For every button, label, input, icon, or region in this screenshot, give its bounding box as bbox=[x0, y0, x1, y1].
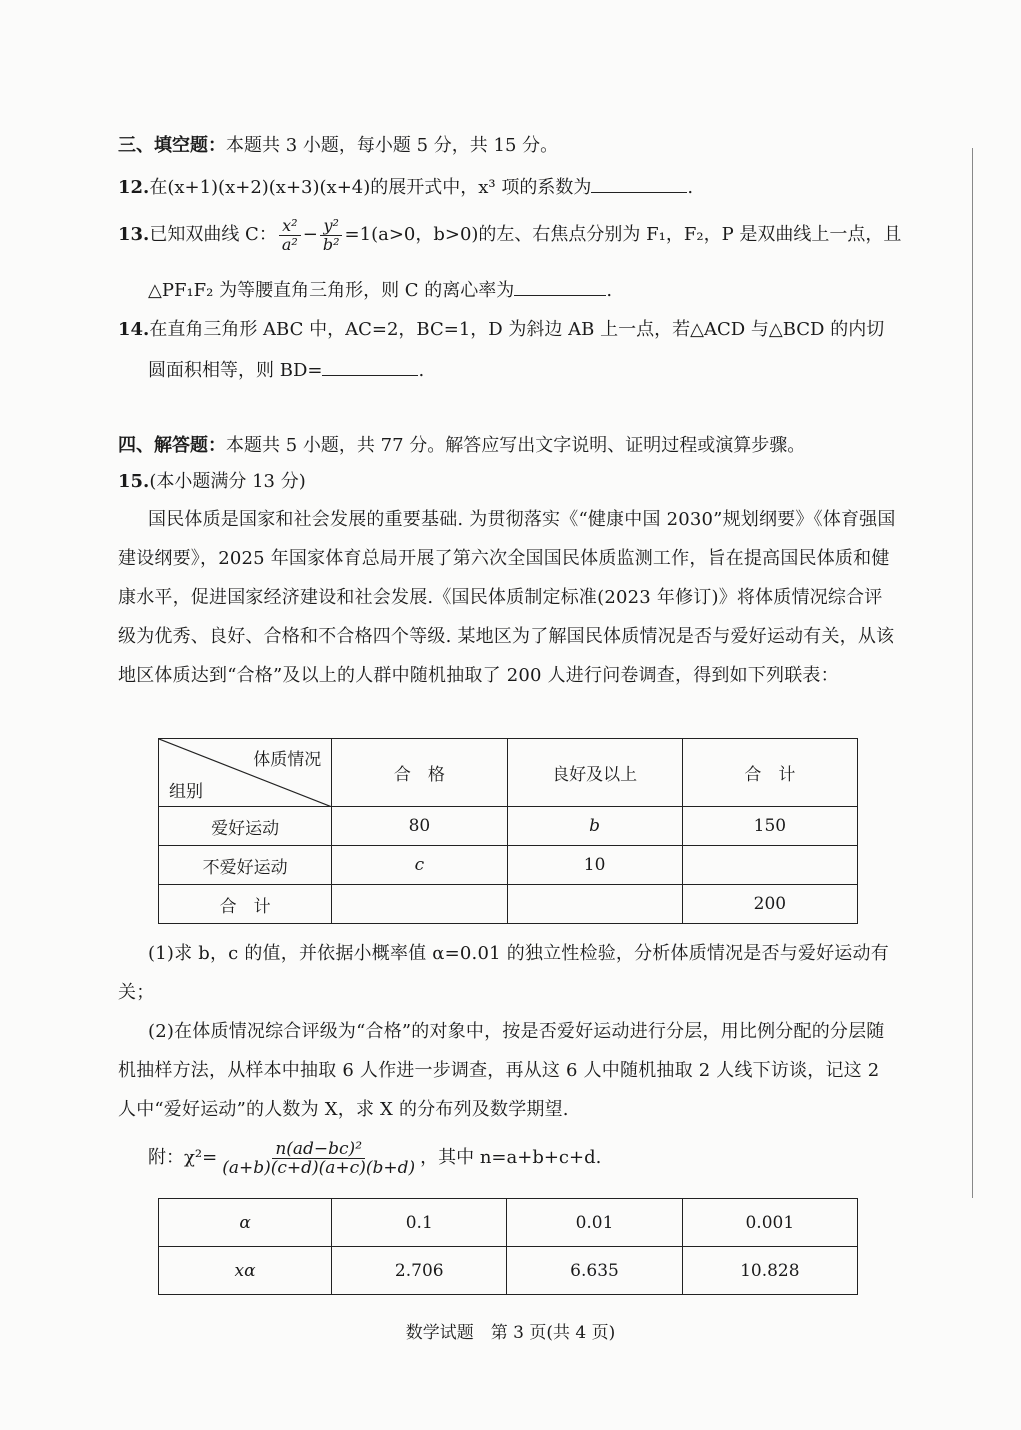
question-13-period: . bbox=[606, 280, 613, 301]
table-cell: 10 bbox=[507, 846, 682, 885]
table-row bbox=[159, 846, 858, 885]
formula-prefix: 附：χ²= bbox=[148, 1147, 218, 1168]
table-row bbox=[159, 885, 858, 924]
table-cell bbox=[682, 846, 857, 885]
question-15-part1: (1)求 b，c 的值，并依据小概率值 α=0.01 的独立性检验，分析体质情况是否与爱好运动有关； bbox=[118, 943, 889, 1003]
table-cell: 2.706 bbox=[332, 1247, 507, 1295]
question-13-line1 bbox=[118, 216, 901, 254]
table-cell: 6.635 bbox=[507, 1247, 682, 1295]
table-cell bbox=[332, 885, 507, 924]
col-header-good: 良好及以上 bbox=[507, 739, 682, 807]
table-cell: b bbox=[507, 807, 682, 846]
formula-fraction bbox=[219, 1140, 418, 1177]
col-header-qualified: 合 格 bbox=[332, 739, 507, 807]
question-14-number: 14. bbox=[118, 319, 150, 340]
question-15-header bbox=[118, 470, 306, 494]
row-label: 不爱好运动 bbox=[159, 846, 332, 885]
question-13-line2-text: △PF₁F₂ 为等腰直角三角形，则 C 的离心率为 bbox=[148, 280, 515, 301]
fraction-y2-b2 bbox=[320, 217, 343, 254]
question-15-paragraph: 国民体质是国家和社会发展的重要基础. 为贯彻落实《“健康中国 2030”规划纲要》《体育强国建设纲要》，2025 年国家体育总局开展了第六次全国国民体质监测工作，旨在提高国民体质和健康水平，促进国家经济建设和社会发展.《国民体质制定标准(2023 年修订)》将体质情况综合评级为优秀、良好、合格和不合格四个等级. 某地区为了解国民体质情况是否与爱好运动有关，从该地区体质达到“合格”及以上的人群中随机抽取了 200 人进行问卷调查，得到如下列联表： bbox=[118, 509, 896, 686]
question-13-number: 13. bbox=[118, 224, 150, 245]
fraction-2-numerator: y² bbox=[320, 217, 341, 236]
table-cell: 80 bbox=[332, 807, 507, 846]
table-cell: 10.828 bbox=[682, 1247, 857, 1295]
question-13-pre: 已知双曲线 C： bbox=[149, 224, 277, 245]
chi-square-formula bbox=[148, 1138, 601, 1178]
question-12-text: 在(x+1)(x+2)(x+3)(x+4)的展开式中，x³ 项的系数为 bbox=[149, 177, 592, 198]
question-13-post: =1(a>0，b>0)的左、右焦点分别为 F₁，F₂，P 是双曲线上一点，且 bbox=[344, 224, 902, 245]
table-cell: 200 bbox=[682, 885, 857, 924]
critical-value-table bbox=[158, 1198, 858, 1295]
table-cell: c bbox=[332, 846, 507, 885]
question-14-line1 bbox=[118, 318, 884, 342]
question-12-number: 12. bbox=[118, 177, 150, 198]
question-15-part2: (2)在体质情况综合评级为“合格”的对象中，按是否爱好运动进行分层，用比例分配的分层随机抽样方法，从样本中抽取 6 人作进一步调查，再从这 6 人中随机抽取 2 人线下访谈，记这 2 人中“爱好运动”的人数为 X，求 X 的分布列及数学期望. bbox=[118, 1021, 885, 1120]
table-cell: 0.1 bbox=[332, 1199, 507, 1247]
col-header-total: 合 计 bbox=[682, 739, 857, 807]
formula-denominator: (a+b)(c+d)(a+c)(b+d) bbox=[222, 1157, 416, 1178]
page-footer: 数学试题 第 3 页(共 4 页) bbox=[405, 1323, 616, 1343]
table-row bbox=[159, 1199, 858, 1247]
fraction-x2-a2 bbox=[279, 217, 301, 254]
question-14-period: . bbox=[418, 360, 425, 381]
question-14-line1-text: 在直角三角形 ABC 中，AC=2，BC=1，D 为斜边 AB 上一点，若△ACD 与△BCD 的内切 bbox=[149, 319, 885, 340]
question-14-line2 bbox=[148, 357, 424, 383]
row-label: 合 计 bbox=[159, 885, 332, 924]
formula-suffix: ，其中 n=a+b+c+d. bbox=[420, 1147, 602, 1168]
table-row bbox=[159, 1247, 858, 1295]
question-12 bbox=[118, 174, 693, 200]
question-12-period: . bbox=[687, 177, 694, 198]
section-4-desc: 本题共 5 小题，共 77 分。解答应写出文字说明、证明过程或演算步骤。 bbox=[226, 435, 806, 456]
section-3-heading bbox=[118, 134, 558, 158]
margin-line bbox=[972, 148, 973, 1198]
question-14-line2-text: 圆面积相等，则 BD= bbox=[148, 360, 323, 381]
table-corner-cell bbox=[159, 739, 332, 807]
contingency-table bbox=[158, 738, 858, 924]
table-cell: 0.001 bbox=[682, 1199, 857, 1247]
table-cell: 0.01 bbox=[507, 1199, 682, 1247]
fraction-2-denominator: b² bbox=[322, 234, 340, 254]
question-15-number: 15. bbox=[118, 471, 150, 492]
fraction-1-numerator: x² bbox=[279, 217, 300, 236]
alpha-label: α bbox=[159, 1199, 332, 1247]
minus-sign: − bbox=[302, 224, 318, 245]
formula-numerator: n(ad−bc)² bbox=[272, 1140, 365, 1159]
corner-bottom-label: 组别 bbox=[169, 782, 203, 802]
corner-top-label: 体质情况 bbox=[253, 750, 322, 770]
fraction-1-denominator: a² bbox=[281, 234, 298, 254]
table-cell: 150 bbox=[682, 807, 857, 846]
table-row bbox=[159, 807, 858, 846]
answer-blank-14[interactable] bbox=[322, 357, 418, 376]
question-15-score: (本小题满分 13 分) bbox=[149, 471, 306, 492]
section-4-heading bbox=[118, 434, 805, 458]
table-cell bbox=[507, 885, 682, 924]
section-4-title: 四、解答题： bbox=[118, 435, 226, 456]
x-alpha-label: xα bbox=[159, 1247, 332, 1295]
answer-blank-12[interactable] bbox=[591, 174, 687, 193]
question-13-line2 bbox=[148, 277, 612, 303]
section-3-desc: 本题共 3 小题，每小题 5 分，共 15 分。 bbox=[226, 135, 559, 156]
answer-blank-13[interactable] bbox=[514, 277, 606, 296]
row-label: 爱好运动 bbox=[159, 807, 332, 846]
section-3-title: 三、填空题： bbox=[118, 135, 226, 156]
